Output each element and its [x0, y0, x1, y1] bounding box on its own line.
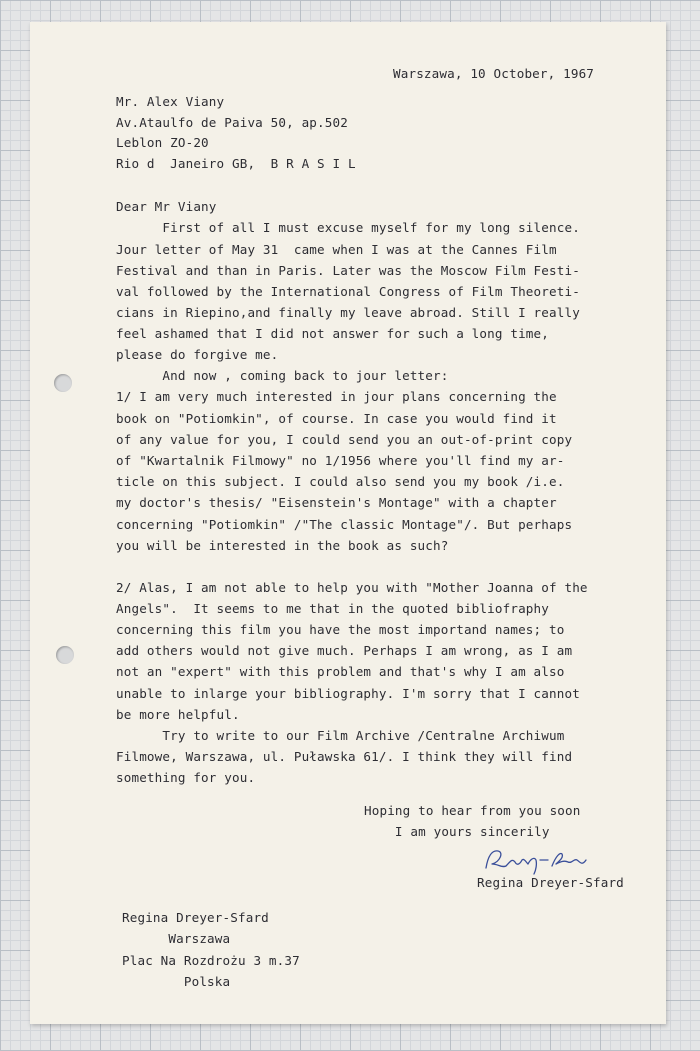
para1-line: cians in Riepino,and finally my leave abroad. Still I really — [116, 305, 580, 320]
para1-line: First of all I must excuse myself for my long silence. — [116, 220, 580, 235]
recipient-district: Leblon ZO-20 — [116, 135, 209, 150]
handwritten-signature — [482, 842, 602, 878]
point2-line: Angels". It seems to me that in the quoted bibliofraphy — [116, 601, 549, 616]
para3-line: something for you. — [116, 770, 256, 785]
punch-hole-upper — [54, 374, 72, 392]
para1-line: val followed by the International Congress of Film Theoreti- — [116, 284, 580, 299]
para1-line: please do forgive me. — [116, 347, 279, 362]
point1-line: book on "Potiomkin", of course. In case you would find it — [116, 411, 557, 426]
point2-line: unable to inlarge your bibliography. I'm sorry that I cannot — [116, 686, 580, 701]
point1-line: ticle on this subject. I could also send you my book /i.e. — [116, 474, 565, 489]
point1-line: concerning "Potiomkin" /"The classic Montage"/. But perhaps — [116, 517, 573, 532]
point1-line: 1/ I am very much interested in jour plans concerning the — [116, 389, 557, 404]
point1-line: my doctor's thesis/ "Eisenstein's Montage" with a chapter — [116, 495, 557, 510]
para1-line: Jour letter of May 31 came when I was at the Cannes Film — [116, 242, 557, 257]
point1-line: you will be interested in the book as such? — [116, 538, 449, 553]
para2-intro: And now , coming back to jour letter: — [116, 368, 449, 383]
closing-line: I am yours sincerily — [364, 824, 550, 839]
point2-line: not an "expert" with this problem and that's why I am also — [116, 664, 565, 679]
para1-line: Festival and than in Paris. Later was the Moscow Film Festi- — [116, 263, 580, 278]
letter-date: Warszawa, 10 October, 1967 — [393, 66, 595, 81]
punch-hole-lower — [56, 646, 74, 664]
sender-street: Plac Na Rozdrożu 3 m.37 — [122, 953, 300, 968]
sender-country: Polska — [122, 974, 231, 989]
salutation: Dear Mr Viany — [116, 199, 217, 214]
letter-sheet — [30, 22, 666, 1024]
para3-line: Filmowe, Warszawa, ul. Puławska 61/. I think they will find — [116, 749, 573, 764]
point2-line: add others would not give much. Perhaps I am wrong, as I am — [116, 643, 573, 658]
sender-name: Regina Dreyer-Sfard — [122, 910, 269, 925]
closing-line: Hoping to hear from you soon — [364, 803, 581, 818]
recipient-street: Av.Ataulfo de Paiva 50, ap.502 — [116, 115, 348, 130]
point2-line: 2/ Alas, I am not able to help you with "Mother Joanna of the — [116, 580, 588, 595]
recipient-city: Rio d Janeiro GB, B R A S I L — [116, 156, 356, 171]
sender-city: Warszawa — [122, 931, 231, 946]
point2-line: be more helpful. — [116, 707, 240, 722]
point1-line: of "Kwartalnik Filmowy" no 1/1956 where you'll find my ar- — [116, 453, 565, 468]
para1-line: feel ashamed that I did not answer for such a long time, — [116, 326, 549, 341]
point2-line: concerning this film you have the most importand names; to — [116, 622, 565, 637]
recipient-name: Mr. Alex Viany — [116, 94, 225, 109]
signature-typed-name: Regina Dreyer-Sfard — [477, 875, 624, 890]
para3-line: Try to write to our Film Archive /Centralne Archiwum — [116, 728, 565, 743]
point1-line: of any value for you, I could send you an out-of-print copy — [116, 432, 573, 447]
